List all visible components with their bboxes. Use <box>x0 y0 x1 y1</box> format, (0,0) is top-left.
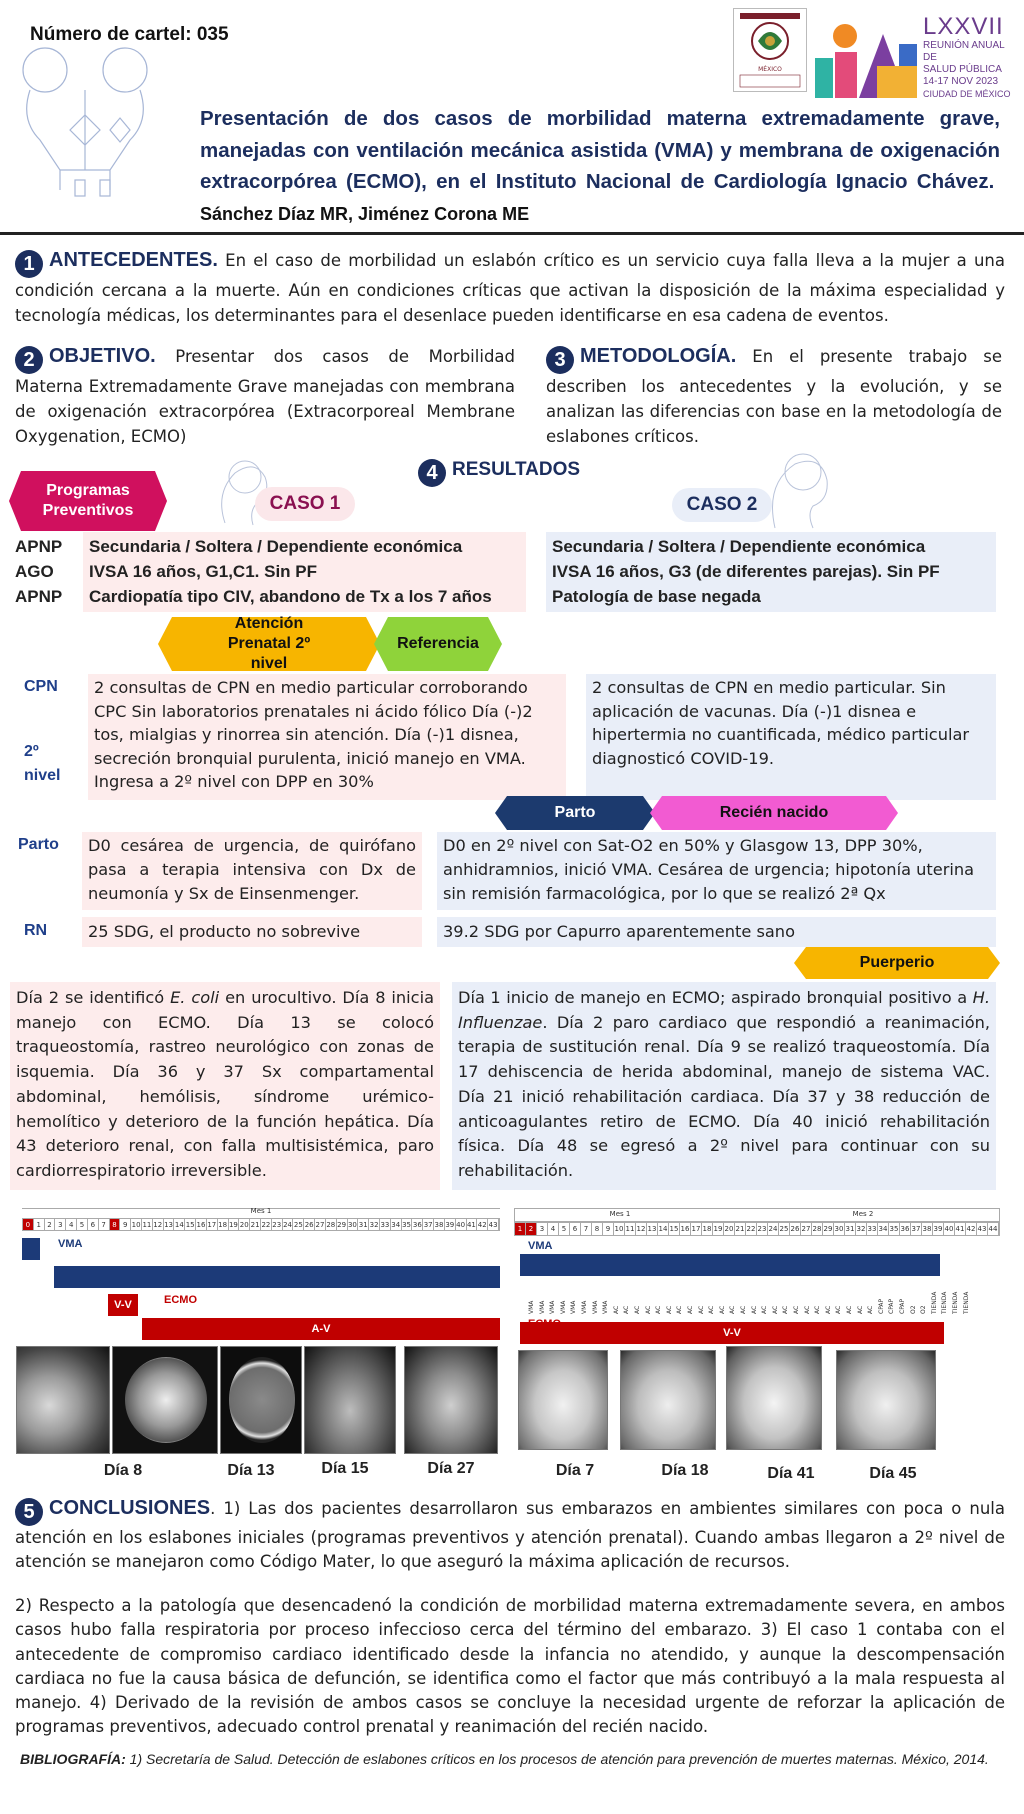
antecedentes-text: En el caso de morbilidad un eslabón crítico es un servicio cuya falla lleva a la mujer a una condición cercana a la muerte. Aún en condiciones críticas que activan la disposición de la máxima especialidad y tecnología médicas, los determinantes para el desenlace pueden identificarse en esa cadena de eventos. <box>15 251 1005 325</box>
caso2-puerperio-box <box>452 982 996 1190</box>
timeline2-day-cell: 29 <box>823 1225 833 1233</box>
timeline1-day-cell: 18 <box>218 1221 228 1229</box>
bibliografia-label: BIBLIOGRAFÍA: <box>20 1751 126 1767</box>
timeline2-vent-mode-label: VMA <box>559 1300 567 1314</box>
recien-nacido-tag <box>650 796 898 830</box>
timeline2-vent-mode-label: AC <box>655 1305 663 1314</box>
caso1-antecedentes-box <box>83 532 526 612</box>
caso1-puerperio-text: en urocultivo. Día 8 inicia manejo con ECMO. Día 13 se colocó traqueostomía, rastreo neurológico con zonas de isquemia. Día 36 y 37 Sx compartamental abdominal, hemólisis, síndrome urémico-hemolítico y deterioro de la función hepática. Día 43 deterioro renal, con falla multisistémica, paro cardiorrespiratorio irreversible. <box>16 988 434 1180</box>
resultados-heading-block <box>418 459 580 487</box>
row-label-ago: AGO <box>15 562 54 581</box>
caso2-parto-box <box>437 832 996 910</box>
timeline2-day-cell: 11 <box>625 1225 635 1233</box>
timeline1-day-cell: 20 <box>239 1221 249 1229</box>
timeline2-day-cell: 19 <box>713 1225 723 1233</box>
timeline1-day-cell: 7 <box>99 1219 110 1230</box>
timeline1-vma-bar-pre <box>22 1238 40 1260</box>
timeline2-vent-mode-label: VMA <box>570 1300 578 1314</box>
timeline2-day-cell: 4 <box>548 1223 559 1235</box>
timeline1-day-cell: 35 <box>402 1221 411 1229</box>
timeline1-day-cell: 41 <box>466 1221 476 1229</box>
timeline2-vent-mode-label: AC <box>803 1305 811 1314</box>
timeline2-vent-mode-label: AC <box>718 1305 726 1314</box>
event-logo-line: SALUD PÚBLICA <box>923 64 1002 75</box>
timeline2-vent-mode-label: AC <box>687 1305 694 1314</box>
timeline2-day-cell: 18 <box>702 1225 712 1233</box>
programas-preventivos-tag <box>9 471 167 531</box>
timeline1-day-cell: 42 <box>477 1221 487 1229</box>
caso1-antecedente-line: Secundaria / Soltera / Dependiente económica <box>89 537 463 556</box>
timeline2-day-cell: 12 <box>636 1225 646 1233</box>
timeline1-day-cell: 12 <box>153 1221 163 1229</box>
xray-caption: Día 27 <box>427 1460 475 1477</box>
timeline2-vent-mode-label: AC <box>782 1305 790 1314</box>
antecedentes-section <box>15 248 1005 328</box>
timeline2-day-cell: 3 <box>537 1223 548 1235</box>
resultados-heading: RESULTADOS <box>452 459 581 480</box>
event-logo <box>815 14 1020 98</box>
label-parto: Parto <box>18 836 59 853</box>
caso2-antecedente-line: Secundaria / Soltera / Dependiente económica <box>552 537 926 556</box>
timeline2-vent-mode-label: CPAP <box>899 1298 906 1314</box>
xray-image-dia18 <box>620 1350 716 1450</box>
label-rn: RN <box>24 922 48 939</box>
caso2-puerperio-organism: H. Influenzae <box>458 988 990 1032</box>
timeline1-day-cell: 13 <box>164 1221 173 1229</box>
xray-caption: Día 8 <box>103 1462 143 1479</box>
timeline2-day-cell: 31 <box>845 1225 855 1233</box>
timeline1-day-cell: 31 <box>358 1221 368 1229</box>
timeline1-day-cell: 40 <box>456 1221 466 1229</box>
timeline2-day-cell: 34 <box>878 1225 888 1233</box>
antecedentes-heading: ANTECEDENTES. <box>49 249 218 271</box>
timeline2-vent-mode-label: CPAP <box>877 1298 885 1314</box>
timeline1-day-cell: 6 <box>88 1219 99 1230</box>
timeline2-vent-mode-label: AC <box>634 1305 641 1314</box>
caso1-prenatal-box <box>88 674 566 800</box>
timeline2-day-cell: 32 <box>856 1225 866 1233</box>
bibliografia <box>20 1748 990 1770</box>
xray-image-dia15 <box>304 1346 396 1454</box>
timeline1-day-cell: 1 <box>34 1219 45 1230</box>
label-2nivel: 2º nivel <box>24 743 61 784</box>
timeline1-vma-bar <box>54 1266 500 1288</box>
timeline2-day-cell: 30 <box>834 1225 844 1233</box>
recien-nacido-label: Recién nacido <box>719 804 829 821</box>
xray-image-dia8 <box>16 1346 110 1454</box>
caso1-parto-box <box>82 832 422 910</box>
authors: Sánchez Díaz MR, Jiménez Corona ME <box>200 203 530 224</box>
timeline2-day-cell: 26 <box>790 1225 800 1233</box>
timeline2-day-cell: 41 <box>955 1225 965 1233</box>
timeline2 <box>514 1208 1000 1338</box>
caso1-puerperio-box <box>10 982 440 1190</box>
caso2-antecedente-line: Patología de base negada <box>552 587 761 606</box>
xray-image-dia7 <box>518 1350 608 1450</box>
atencion-prenatal-label: Atención Prenatal 2º nivel <box>227 615 311 672</box>
timeline2-vent-mode-label: AC <box>612 1305 620 1314</box>
timeline2-day-cell: 23 <box>757 1225 767 1233</box>
event-logo-line: REUNIÓN ANUAL DE <box>923 40 1005 63</box>
event-logo-line: CIUDAD DE MÉXICO <box>923 89 1011 99</box>
timeline2-vent-mode-label: AC <box>846 1305 853 1314</box>
referencia-tag <box>374 617 502 671</box>
metodologia-heading: METODOLOGÍA. <box>580 345 737 367</box>
timeline1-day-cell: 27 <box>315 1221 325 1229</box>
section-number-badge: 4 <box>418 459 446 487</box>
xray-image-dia41 <box>726 1346 822 1450</box>
timeline2-vent-mode-label: AC <box>644 1305 652 1314</box>
timeline1-day-cell: 29 <box>337 1221 347 1229</box>
conclusiones-paragraph2 <box>15 1594 1005 1740</box>
timeline2-day-cell: 15 <box>669 1225 679 1233</box>
timeline1-day-cell: 8 <box>110 1219 121 1230</box>
conclusiones-text1: . 1) Las dos pacientes desarrollaron sus embarazos en ambientes similares con poca o nula atención en los eslabones iniciales (programas preventivos y atención prenatal). Cuando ambas llegaron a 2º nivel de atención se manejaron como Código Mater, lo que aseguró la máxima aplicación de recursos. <box>15 1499 1005 1572</box>
timeline1-ecmo-label: ECMO <box>164 1294 197 1306</box>
timeline1-day-cell: 17 <box>207 1221 217 1229</box>
timeline2-day-cell: 21 <box>735 1225 745 1233</box>
timeline2-day-cell: 5 <box>559 1223 570 1235</box>
timeline2-vent-mode-label: VMA <box>528 1300 535 1314</box>
puerperio-label: Puerperio <box>859 954 935 971</box>
xray-image-dia45 <box>836 1350 936 1450</box>
timeline2-day-cell: 39 <box>933 1225 943 1233</box>
timeline2-day-cell: 43 <box>977 1225 987 1233</box>
timeline1-day-cell: 21 <box>250 1221 260 1229</box>
timeline2-month-row <box>514 1208 1000 1222</box>
section-number-badge: 5 <box>15 1498 43 1526</box>
caso1-antecedente-line: IVSA 16 años, G1,C1. Sin PF <box>89 562 317 581</box>
xray-caption: Día 15 <box>321 1460 369 1477</box>
poster-number: Número de cartel: 035 <box>30 24 229 45</box>
timeline1-day-cell: 9 <box>120 1219 131 1230</box>
xray-caption: Día 45 <box>869 1465 917 1482</box>
timeline2-vent-mode-label: AC <box>814 1305 822 1314</box>
metodologia-section <box>546 344 1002 449</box>
timeline2-vma-label: VMA <box>528 1240 553 1252</box>
metodologia-text: En el presente trabajo se describen los antecedentes y la evolución, y se analizan las diferencias con base en la metodología de eslabones críticos. <box>546 347 1002 446</box>
timeline1-day-cell: 0 <box>23 1219 34 1230</box>
timeline2-mes1-label: Mes 1 <box>609 1210 631 1218</box>
timeline2-vent-mode-label: AC <box>750 1305 758 1314</box>
timeline2-vent-mode-label: TIENDA <box>941 1291 949 1314</box>
timeline1-vma-label: VMA <box>58 1238 83 1250</box>
timeline2-day-cell: 16 <box>680 1225 690 1233</box>
caso1-antecedente-line: Cardiopatía tipo CIV, abandono de Tx a los 7 años <box>89 587 492 606</box>
timeline2-vent-mode-label: AC <box>708 1305 716 1314</box>
timeline2-day-cell: 20 <box>724 1225 734 1233</box>
timeline2-day-cell: 1 <box>515 1223 526 1235</box>
timeline1-day-cell: 34 <box>391 1221 401 1229</box>
timeline2-vent-mode-label: AC <box>623 1305 631 1314</box>
puerperio-tag <box>794 947 1000 979</box>
antecedentes-row-labels <box>15 534 89 609</box>
timeline2-day-cell: 7 <box>581 1223 592 1235</box>
timeline2-day-cell: 17 <box>691 1225 701 1233</box>
timeline2-vent-mode-label: AC <box>665 1305 673 1314</box>
title-text: Presentación de dos casos de morbilidad materna extremadamente grave, manejadas con ventilación mecánica asistida (VMA) y membrana de oxigenación extracorpórea (ECMO), en el Instituto Nacional de Cardiología Ignacio Chávez. <box>200 107 1000 193</box>
timeline2-day-cell: 14 <box>658 1225 668 1233</box>
timeline2-vent-mode-label: O2 <box>909 1305 917 1314</box>
timeline1-month-row <box>22 1208 500 1218</box>
timeline1-day-cell: 11 <box>142 1221 152 1229</box>
timeline2-vent-mode-label: AC <box>793 1305 800 1314</box>
section-number-badge: 1 <box>15 250 43 278</box>
timeline1-day-cell: 4 <box>66 1219 77 1230</box>
xray-caption: Día 18 <box>661 1462 709 1479</box>
timeline2-day-cell: 28 <box>812 1225 822 1233</box>
timeline2-vent-mode-label: TIENDA <box>962 1291 970 1314</box>
timeline2-vent-mode-label: AC <box>761 1305 769 1314</box>
timeline2-vent-mode-label: VMA <box>549 1300 557 1314</box>
timeline1-day-cell: 2 <box>45 1219 56 1230</box>
parto-tag-label: Parto <box>554 804 596 821</box>
timeline1-day-cell: 14 <box>174 1221 184 1229</box>
timeline1-day-cell: 33 <box>380 1221 390 1229</box>
ct-image-dia13 <box>112 1346 218 1454</box>
timeline1-day-cell: 26 <box>304 1221 314 1229</box>
objetivo-text: Presentar dos casos de Morbilidad Materna Extremadamente Grave manejadas con membrana de oxigenación extracorpórea (Extracorporeal Membrane Oxygenation, ECMO) <box>15 347 515 446</box>
timeline2-vent-mode-label: CPAP <box>888 1298 896 1314</box>
timeline2-vent-mode-label: AC <box>835 1305 843 1314</box>
timeline1-day-cell: 10 <box>131 1221 141 1229</box>
timeline1-vv-bar: V-V <box>108 1294 138 1316</box>
label-cpn: CPN <box>24 678 58 695</box>
timeline1-av-bar: A-V <box>142 1318 500 1340</box>
caso1-puerperio-text: Día 2 se identificó <box>16 988 171 1007</box>
timeline1-day-cell: 22 <box>261 1221 271 1229</box>
timeline1-day-cell: 19 <box>228 1221 238 1229</box>
timeline2-mes2-label: Mes 2 <box>852 1210 874 1218</box>
timeline2-vent-mode-label: TIENDA <box>952 1291 959 1314</box>
caso2-puerperio-text: Día 1 inicio de manejo en ECMO; aspirado bronquial positivo a <box>458 988 973 1007</box>
timeline1-day-cell: 36 <box>412 1221 422 1229</box>
timeline1-day-cell: 24 <box>283 1221 292 1229</box>
timeline2-vma-bar <box>520 1254 940 1276</box>
caso2-antecedente-line: IVSA 16 años, G3 (de diferentes parejas). Sin PF <box>552 562 940 581</box>
timeline2-day-cell: 42 <box>966 1225 976 1233</box>
timeline2-vent-mode-label: VMA <box>581 1300 588 1314</box>
xray-caption: Día 13 <box>227 1462 275 1479</box>
timeline1-day-cell: 28 <box>326 1221 336 1229</box>
conclusiones-text2: 2) Respecto a la patología que desencadenó la condición de morbilidad materna extremadamente severa, en ambos casos hubo falla respiratoria por proceso infeccioso cerca del término del embarazo. 3) El caso 1 contaba con el antecedente de compromiso cardiaco identificado desde la infancia no atendido, y aunque la descompensación cardiaca no fue la causa básica de defunción, se identifica como el factor que más contribuyó a la mala respuesta al manejo. 4) Derivado de la revisión de ambos casos se concluye la necesidad urgente de reforzar la aplicación de programas preventivos, adecuado control prenatal y reanimación del recién nacido. <box>15 1596 1005 1737</box>
timeline1-day-cell: 43 <box>488 1221 498 1229</box>
timeline2-vent-mode-label: TIENDA <box>930 1291 938 1314</box>
timeline2-vent-mode-label: O2 <box>920 1305 928 1314</box>
caso2-parto-text: D0 en 2º nivel con Sat-O2 en 50% y Glasgow 13, DPP 30%, anhidramnios, inició VMA. Cesárea de urgencia; hipotonía uterina sin remisión farmacológica, por lo que se realizó 2ª Qx <box>443 836 975 903</box>
atencion-prenatal-tag <box>158 617 380 671</box>
svg-text:MÉXICO: MÉXICO <box>758 66 782 73</box>
caso1-parto-text: D0 cesárea de urgencia, de quirófano pasa a terapia intensiva con Dx de neumonía y Sx de Einsenmenger. <box>88 836 416 903</box>
timeline2-day-cell: 33 <box>867 1225 877 1233</box>
timeline1 <box>22 1208 500 1328</box>
objetivo-heading: OBJETIVO. <box>49 345 156 367</box>
timeline1-day-cell: 5 <box>77 1219 88 1230</box>
timeline2-day-cell: 35 <box>889 1225 899 1233</box>
timeline1-day-cell: 23 <box>272 1221 282 1229</box>
timeline2-day-cell: 8 <box>592 1223 603 1235</box>
timeline1-day-cell: 39 <box>445 1221 455 1229</box>
timeline2-day-cell: 9 <box>603 1223 614 1235</box>
section-number-badge: 2 <box>15 346 43 374</box>
institute-logo <box>733 8 807 92</box>
caso1-puerperio-organism: E. coli <box>170 988 220 1007</box>
conclusiones-section <box>15 1496 1005 1575</box>
poster-title <box>200 103 1000 230</box>
timeline2-day-cell: 6 <box>570 1223 581 1235</box>
timeline2-vent-mode-label: AC <box>824 1305 832 1314</box>
event-logo-line: 14-17 NOV 2023 <box>923 76 999 87</box>
caso2-rn-box <box>437 917 996 947</box>
timeline2-day-cell: 36 <box>900 1225 910 1233</box>
timeline2-day-cell: 13 <box>647 1225 657 1233</box>
face-outline-decoration <box>755 444 845 534</box>
caso2-label: CASO 2 <box>672 488 772 522</box>
timeline1-day-cell: 25 <box>293 1221 303 1229</box>
timeline1-day-cell: 32 <box>369 1221 379 1229</box>
timeline2-day-cell: 10 <box>614 1225 624 1233</box>
referencia-label: Referencia <box>397 635 479 652</box>
xray-caption: Día 41 <box>767 1465 815 1482</box>
row-label-apnp: APNP <box>15 537 63 556</box>
xray-image-dia27 <box>404 1346 498 1454</box>
timeline2-day-cell: 38 <box>922 1225 932 1233</box>
timeline2-vent-mode-label: AC <box>867 1305 875 1314</box>
row-label-apnp2: APNP <box>15 587 63 606</box>
ct-image-dia13-head <box>220 1346 302 1454</box>
timeline1-day-cell: 37 <box>423 1221 433 1229</box>
bibliografia-text: 1) Secretaría de Salud. Detección de eslabones críticos en los procesos de atención para prevención de muertes maternas. México, 2014. <box>125 1751 989 1767</box>
timeline1-day-cell: 38 <box>434 1221 444 1229</box>
timeline2-vent-mode-label: AC <box>729 1305 737 1314</box>
caso2-rn-text: 39.2 SDG por Capurro aparentemente sano <box>443 922 795 941</box>
timeline2-day-cell: 40 <box>944 1225 954 1233</box>
timeline2-day-cell: 27 <box>801 1225 811 1233</box>
timeline1-day-cell: 30 <box>347 1221 357 1229</box>
section-number-badge: 3 <box>546 346 574 374</box>
caso1-rn-box <box>82 917 422 947</box>
caso1-rn-text: 25 SDG, el producto no sobrevive <box>88 922 361 941</box>
caso2-prenatal-box <box>586 674 996 800</box>
timeline1-day-cell: 3 <box>55 1219 66 1230</box>
xray-caption: Día 7 <box>555 1462 595 1479</box>
caso2-antecedentes-box <box>546 532 996 612</box>
caso2-prenatal-text: 2 consultas de CPN en medio particular. Sin aplicación de vacunas. Día (-)1 disnea e hipertermia no cuantificada, médico particular diagnosticó COVID-19. <box>592 678 970 768</box>
timeline2-day-cell: 25 <box>779 1225 789 1233</box>
timeline2-vv-bar: V-V <box>520 1322 944 1344</box>
timeline2-day-cell: 24 <box>768 1225 778 1233</box>
timeline2-day-cell: 22 <box>746 1225 756 1233</box>
timeline2-vent-mode-label: AC <box>740 1305 747 1314</box>
timeline2-day-cell: 2 <box>526 1223 537 1235</box>
timeline2-day-cell: 44 <box>988 1225 998 1233</box>
caso2-puerperio-text: . Día 2 paro cardiaco que respondió a reanimación, terapia de sustitución renal. Día 9 se realizó traqueostomía. Día 17 dehiscencia de herida abdominal, manejo de sistema VAC. Día 21 inició rehabilitación cardiaca. Día 37 y 38 reducción de anticoagulantes retiro de ECMO. Día 40 inició rehabilitación física. Día 48 se egresó a 2º nivel para continuar con su rehabilitación. <box>458 1012 990 1180</box>
timeline2-day-cell: 37 <box>911 1225 921 1233</box>
objetivo-section <box>15 344 515 449</box>
timeline2-vent-mode-label: AC <box>771 1305 779 1314</box>
timeline2-vent-modes <box>528 1278 1008 1318</box>
timeline1-day-cell: 16 <box>196 1221 206 1229</box>
timeline1-day-cell: 15 <box>185 1221 195 1229</box>
timeline2-day-row <box>514 1222 1000 1236</box>
header-divider <box>0 232 1024 235</box>
timeline2-vent-mode-label: AC <box>697 1305 705 1314</box>
parto-tag <box>495 796 655 830</box>
programas-preventivos-label: Programas Preventivos <box>42 482 134 519</box>
timeline2-vent-mode-label: VMA <box>591 1300 599 1314</box>
conclusiones-heading: CONCLUSIONES <box>49 1497 211 1519</box>
timeline2-vent-mode-label: AC <box>676 1305 684 1314</box>
event-logo-line: LXXVII <box>923 13 1004 40</box>
timeline2-vent-mode-label: VMA <box>602 1300 610 1314</box>
caso1-prenatal-text: 2 consultas de CPN en medio particular corroborando CPC Sin laboratorios prenatales ni ácido fólico Día (-)2 tos, mialgias y rinorrea sin atención. Día (-)1 disnea, secreción bronquial purulenta, inició manejo en VMA. Ingresa a 2º nivel con DPP en 30% <box>94 678 533 791</box>
timeline2-vent-mode-label: VMA <box>538 1300 546 1314</box>
timeline1-day-row <box>22 1218 500 1231</box>
header-decoration <box>0 30 170 200</box>
timeline1-mes1-label: Mes 1 <box>250 1207 272 1215</box>
timeline2-vent-mode-label: AC <box>856 1305 864 1314</box>
caso1-label: CASO 1 <box>255 487 355 521</box>
